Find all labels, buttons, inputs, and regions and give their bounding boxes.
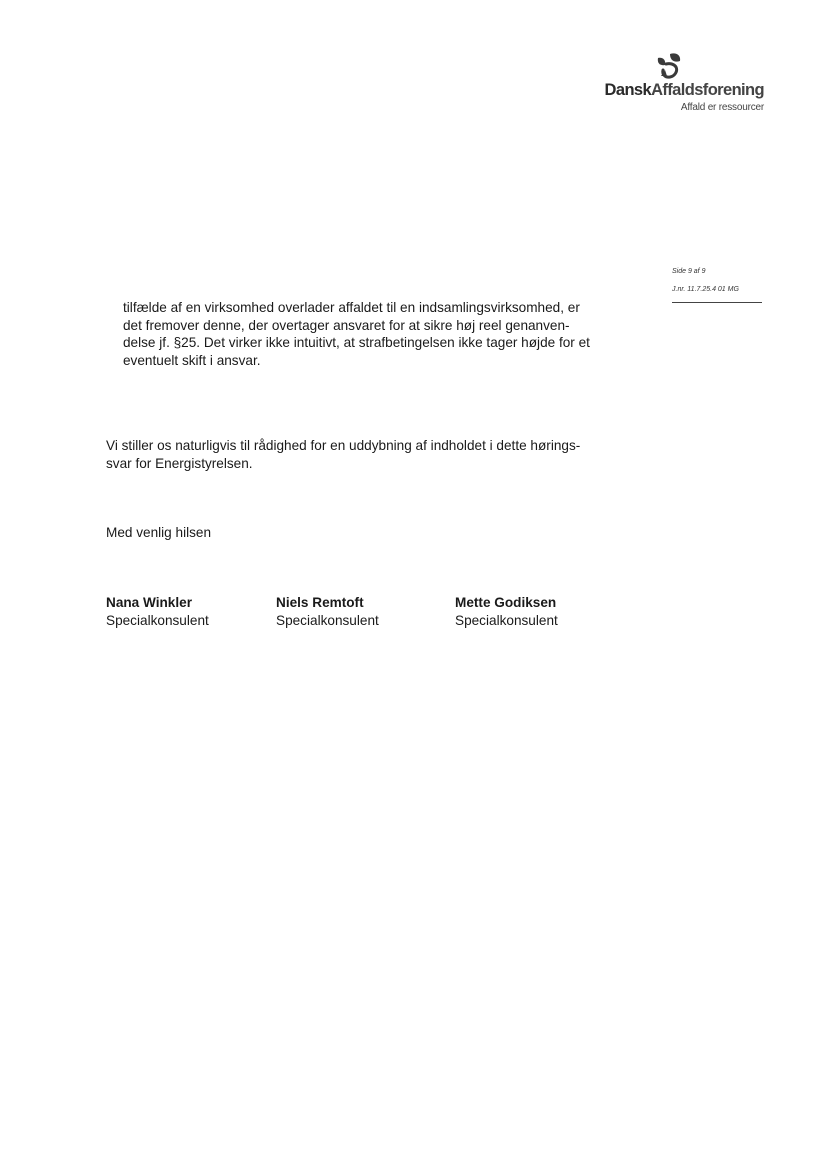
signatory-block xyxy=(106,594,209,629)
signatory-title: Specialkonsulent xyxy=(455,612,558,628)
meta-divider xyxy=(672,302,762,303)
paragraph-line: det fremover denne, der overtager ansvaret for at sikre høj reel genanven- xyxy=(123,317,570,333)
organization-name-part2: Affaldsforening xyxy=(651,81,764,99)
signatory-title: Specialkonsulent xyxy=(276,612,379,628)
leaf-logo-icon xyxy=(656,52,682,80)
signatory-name: Nana Winkler xyxy=(106,595,192,610)
signatory-name: Niels Remtoft xyxy=(276,595,364,610)
page-number: Side 9 af 9 xyxy=(672,268,706,275)
organization-logo xyxy=(564,52,764,113)
continued-paragraph xyxy=(123,299,593,369)
organization-name xyxy=(564,80,764,100)
organization-name-part1: Dansk xyxy=(604,81,652,99)
document-meta xyxy=(672,263,762,299)
organization-tagline: Affald er ressourcer xyxy=(680,102,764,113)
journal-number: J.nr. 11.7.25.4 01 MG xyxy=(672,286,739,293)
signatory-title: Specialkonsulent xyxy=(106,612,209,628)
paragraph-line: tilfælde af en virksomhed overlader affaldet til en indsamlingsvirksomhed, er xyxy=(123,300,580,315)
signatory-block xyxy=(455,594,558,629)
signatory-block xyxy=(276,594,379,629)
paragraph-line: Vi stiller os naturligvis til rådighed for en uddybning af indholdet i dette hørings- xyxy=(106,438,581,453)
paragraph-line: svar for Energistyrelsen. xyxy=(106,455,253,471)
paragraph-line: eventuelt skift i ansvar. xyxy=(123,352,261,368)
offer-paragraph xyxy=(106,437,596,472)
paragraph-line: delse jf. §25. Det virker ikke intuitivt, at strafbetingelsen ikke tager højde for et xyxy=(123,335,590,351)
signatory-name: Mette Godiksen xyxy=(455,595,557,610)
closing-salutation: Med venlig hilsen xyxy=(106,525,212,540)
